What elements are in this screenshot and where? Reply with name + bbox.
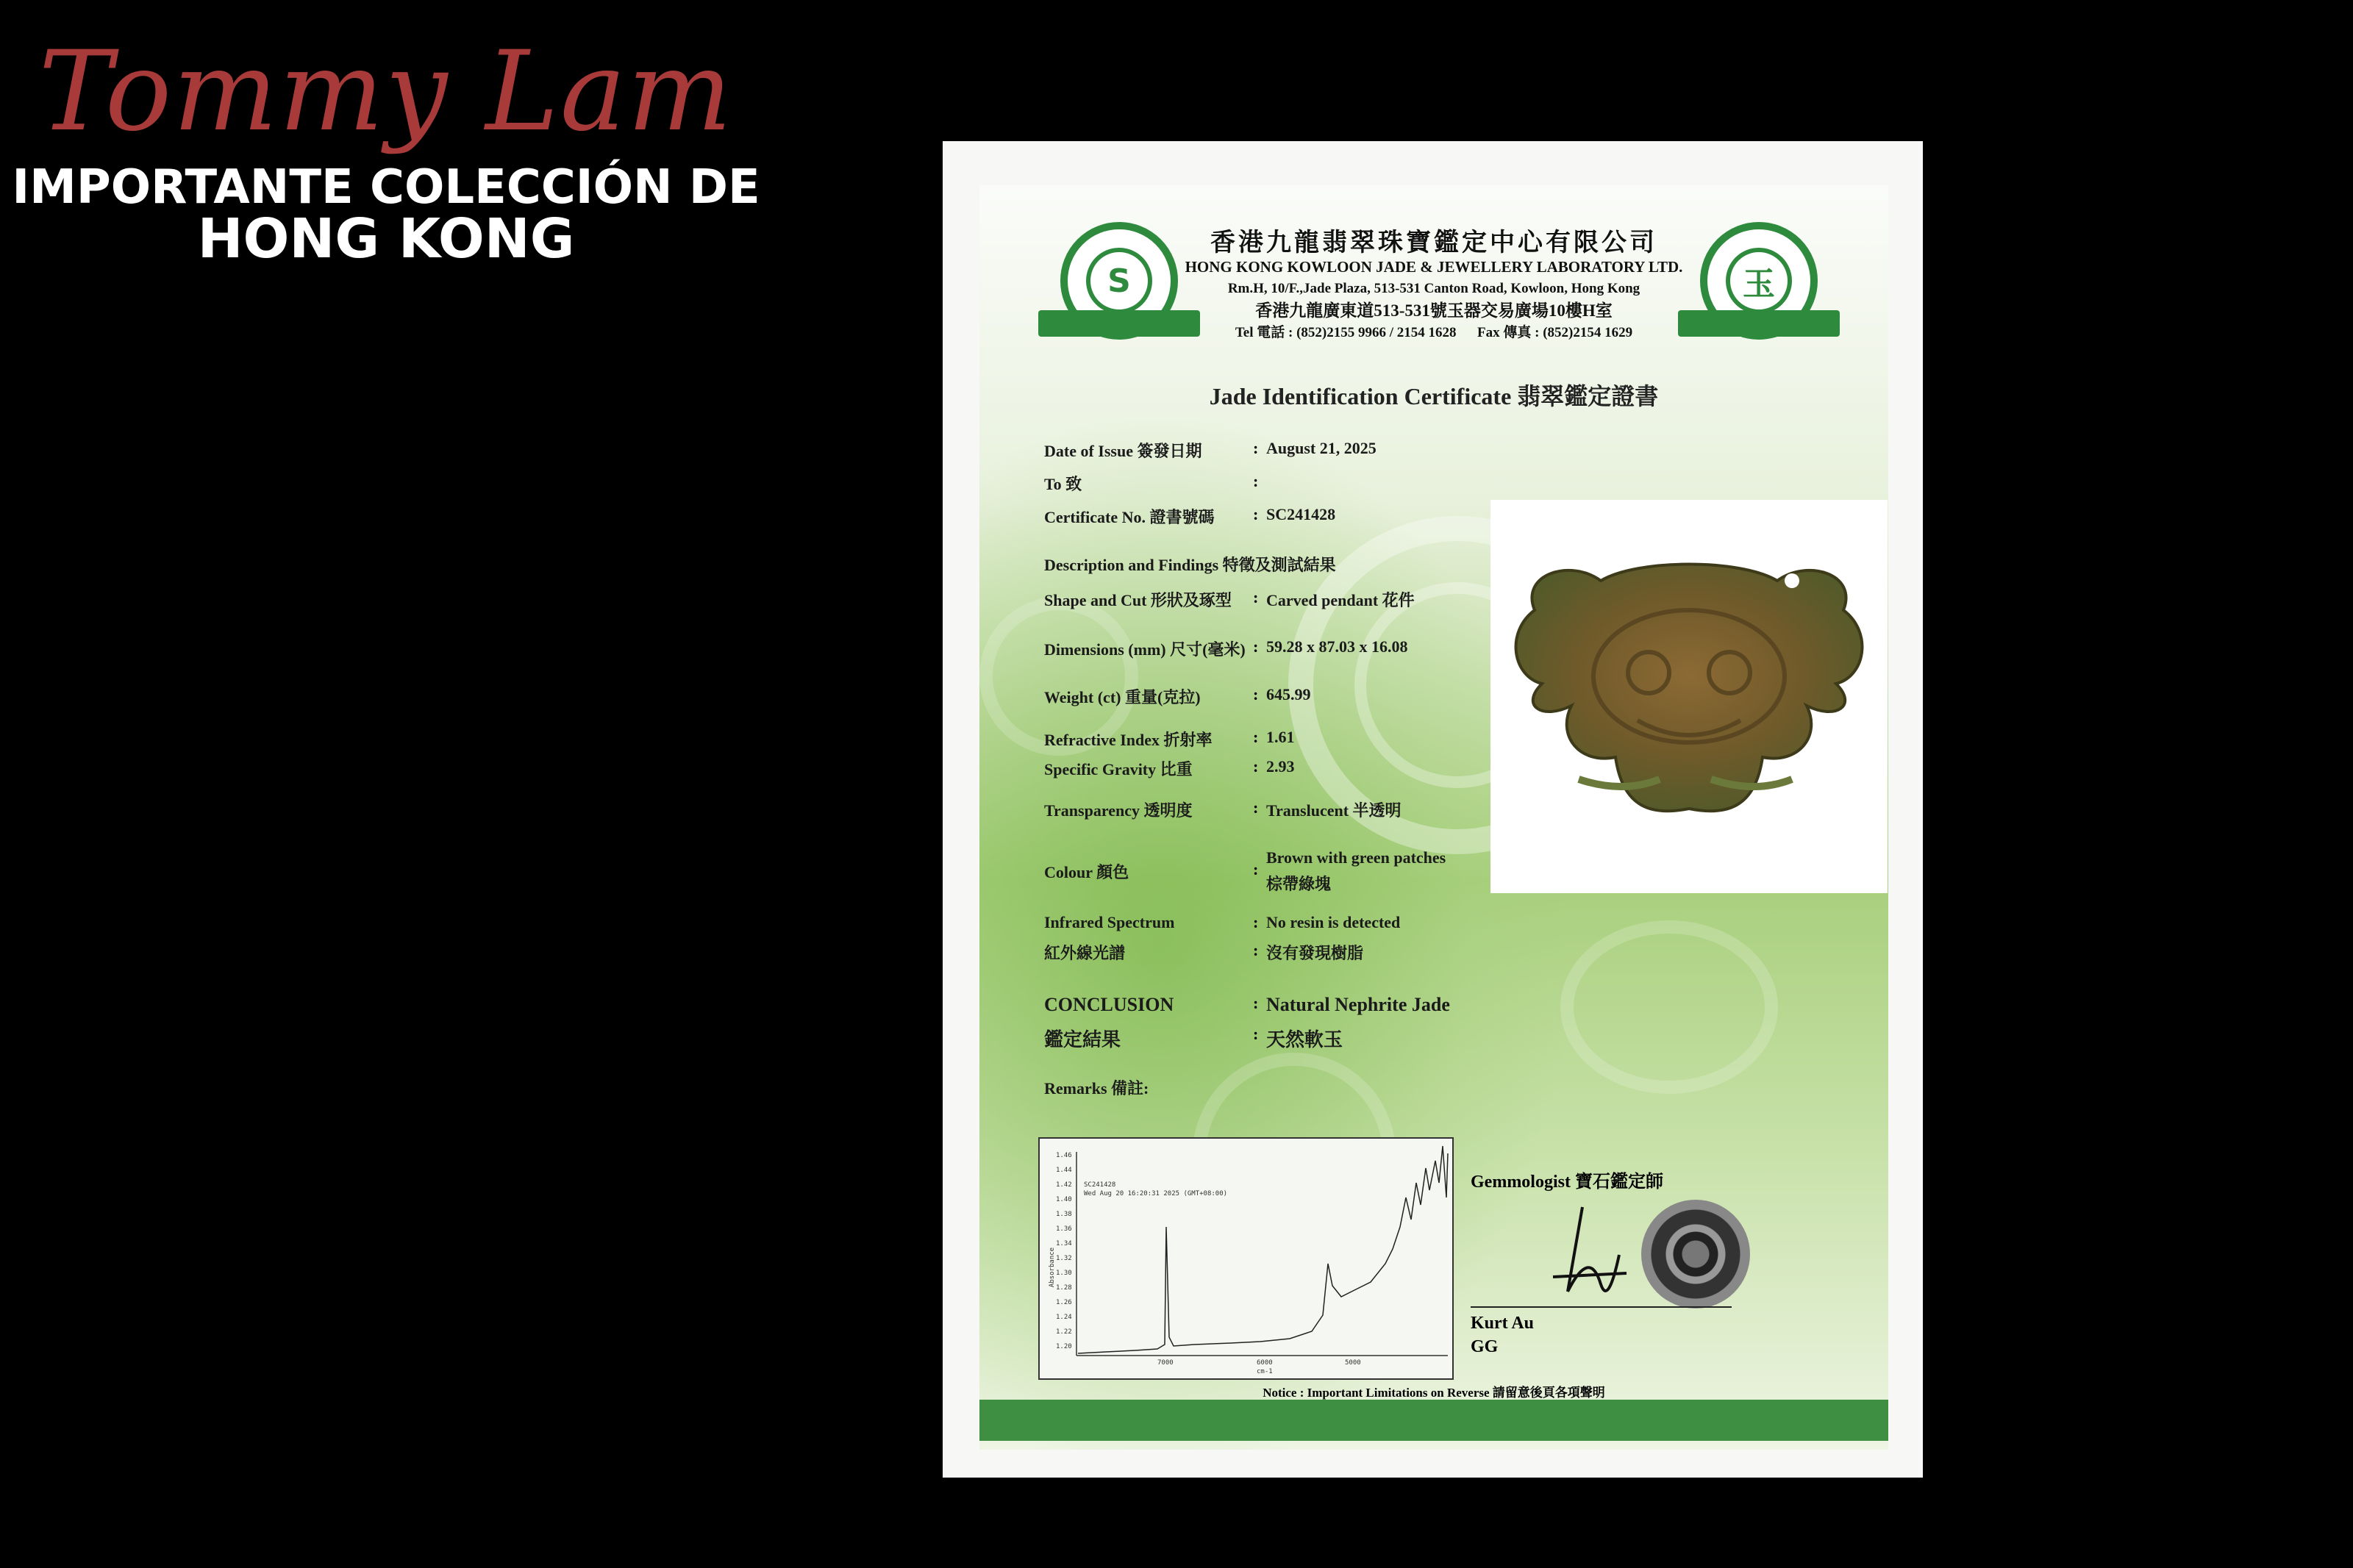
spectrum-ytick: 1.28 — [1056, 1284, 1072, 1292]
signature-line — [1471, 1306, 1732, 1308]
field-label-shape: Shape and Cut 形狀及琢型 — [1044, 591, 1232, 609]
certificate-title: Jade Identification Certificate 翡翠鑑定證書 — [1209, 383, 1659, 409]
field-label-infrared: Infrared Spectrum — [1044, 913, 1175, 931]
colon: : — [1253, 439, 1259, 457]
section-description-findings: Description and Findings 特徵及測試結果 — [1044, 556, 1336, 574]
field-value-date: August 21, 2025 — [1266, 439, 1377, 457]
seal-right-mark: 玉 — [1726, 248, 1792, 314]
field-label-specific-gravity: Specific Gravity 比重 — [1044, 760, 1193, 778]
jade-certificate — [979, 185, 1888, 1450]
spectrum-ytick: 1.20 — [1056, 1343, 1072, 1350]
spectrum-ytick: 1.38 — [1056, 1211, 1072, 1218]
spectrum-ytick: 1.46 — [1056, 1152, 1072, 1159]
gemmologist-name: Kurt Au — [1471, 1314, 1535, 1333]
colon: : — [1253, 798, 1259, 817]
field-value-conclusion-zh: 天然軟玉 — [1266, 1029, 1343, 1050]
signature-icon — [1538, 1203, 1641, 1314]
field-label-conclusion: CONCLUSION — [1044, 994, 1174, 1015]
spectrum-ylabel: Absorbance — [1049, 1247, 1057, 1288]
infrared-spectrum-chart — [1038, 1137, 1454, 1380]
field-label-refractive-index: Refractive Index 折射率 — [1044, 731, 1213, 749]
field-label-colour: Colour 顏色 — [1044, 863, 1129, 881]
spectrum-xlabel: cm-1 — [1257, 1368, 1273, 1375]
gemmologist-credential: GG — [1471, 1337, 1499, 1356]
lab-contact — [979, 321, 1888, 341]
spectrum-ytick: 1.22 — [1056, 1328, 1072, 1336]
hologram-sticker-icon — [1641, 1200, 1750, 1309]
spectrum-xtick: 7000 — [1157, 1359, 1174, 1367]
colon: : — [1253, 505, 1259, 523]
lab-header — [979, 222, 1888, 341]
remarks-label: Remarks 備註: — [1044, 1079, 1149, 1098]
field-value-conclusion: Natural Nephrite Jade — [1266, 994, 1450, 1015]
colon: : — [1253, 757, 1259, 776]
colon: : — [1253, 941, 1259, 959]
spectrum-xtick: 5000 — [1345, 1359, 1361, 1367]
spectrum-timestamp: Wed Aug 20 16:20:31 2025 (GMT+08:00) — [1084, 1190, 1228, 1198]
field-value-shape: Carved pendant 花件 — [1266, 591, 1415, 609]
colon: : — [1253, 728, 1259, 746]
lab-address-zh: 香港九龍廣東道513-531號玉器交易廣場10樓H室 — [1255, 301, 1613, 320]
cloud-ornament — [1560, 920, 1778, 1094]
seal-left-mark: S — [1086, 248, 1152, 314]
field-label-infrared-zh: 紅外線光譜 — [1044, 944, 1126, 962]
spectrum-ytick: 1.42 — [1056, 1181, 1072, 1189]
jade-pendant-image — [1490, 500, 1888, 893]
spectrum-xtick: 6000 — [1257, 1359, 1273, 1367]
field-value-specific-gravity: 2.93 — [1266, 757, 1295, 776]
field-value-refractive-index: 1.61 — [1266, 728, 1295, 746]
brand-logo-text: Tommy Lam — [38, 28, 734, 156]
colon: : — [1253, 685, 1259, 704]
colon: : — [1253, 637, 1259, 656]
spectrum-ytick: 1.26 — [1056, 1299, 1072, 1306]
colon: : — [1253, 472, 1259, 490]
spectrum-ytick: 1.34 — [1056, 1240, 1072, 1247]
gemmologist-title: Gemmologist 寶石鑑定師 — [1471, 1173, 1663, 1192]
jade-pendant-photo — [1490, 500, 1888, 893]
colon: : — [1253, 913, 1259, 931]
footer-green-band — [979, 1400, 1888, 1441]
gemmologist-signature-block — [1471, 1311, 1534, 1358]
spectrum-plot — [1040, 1139, 1455, 1381]
spectrum-ytick: 1.30 — [1056, 1270, 1072, 1277]
field-value-infrared: No resin is detected — [1266, 913, 1401, 931]
field-value-weight: 645.99 — [1266, 685, 1311, 704]
colon: : — [1253, 860, 1259, 878]
field-value-colour: Brown with green patches — [1266, 848, 1446, 867]
lab-tel: Tel 電話 : (852)2155 9966 / 2154 1628 — [1235, 325, 1457, 340]
field-label-to: To 致 — [1044, 475, 1082, 493]
field-label-conclusion-zh: 鑑定結果 — [1044, 1029, 1121, 1050]
brand-block — [0, 22, 772, 271]
field-label-cert-no: Certificate No. 證書號碼 — [1044, 508, 1215, 526]
field-value-colour-zh: 棕帶綠塊 — [1266, 875, 1332, 893]
colon: : — [1253, 588, 1259, 606]
lab-name-zh: 香港九龍翡翠珠寶鑑定中心有限公司 — [1210, 229, 1657, 257]
field-label-date: Date of Issue 簽發日期 — [1044, 442, 1202, 460]
notice-text: Notice : Important Limitations on Reverse 請留意後頁各項聲明 — [1263, 1386, 1605, 1400]
field-value-dimensions: 59.28 x 87.03 x 16.08 — [1266, 637, 1408, 656]
field-value-cert-no: SC241428 — [1266, 505, 1336, 523]
spectrum-header: SC241428 — [1084, 1181, 1116, 1189]
field-value-infrared-zh: 沒有發現樹脂 — [1266, 944, 1364, 962]
brand-subtitle-line2: HONG KONG — [197, 207, 575, 271]
spectrum-ytick: 1.36 — [1056, 1225, 1072, 1233]
brand-subtitle-line1: IMPORTANTE COLECCIÓN DE — [12, 160, 760, 215]
lab-fax: Fax 傳真 : (852)2154 1629 — [1477, 325, 1633, 340]
field-label-dimensions: Dimensions (mm) 尺寸(毫米) — [1044, 640, 1246, 659]
spectrum-ytick: 1.44 — [1056, 1167, 1072, 1174]
field-label-transparency: Transparency 透明度 — [1044, 801, 1193, 820]
spectrum-ytick: 1.40 — [1056, 1196, 1072, 1203]
spectrum-ytick: 1.24 — [1056, 1314, 1072, 1321]
field-label-weight: Weight (ct) 重量(克拉) — [1044, 688, 1201, 706]
lab-name-en: HONG KONG KOWLOON JADE & JEWELLERY LABORATORY LTD. — [1185, 258, 1683, 276]
colon: : — [1253, 1025, 1259, 1043]
spectrum-ytick: 1.32 — [1056, 1255, 1072, 1262]
lab-address-en: Rm.H, 10/F.,Jade Plaza, 513-531 Canton Road, Kowloon, Hong Kong — [1227, 281, 1640, 296]
colon: : — [1253, 994, 1259, 1012]
field-value-transparency: Translucent 半透明 — [1266, 801, 1402, 820]
